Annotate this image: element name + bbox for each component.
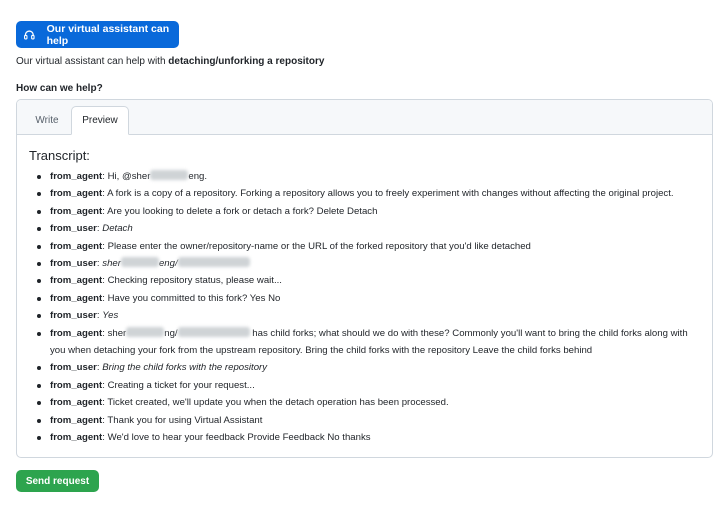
message-text: Please enter the owner/repository-name or the URL of the forked repository that you'd like detached (107, 240, 531, 252)
speaker-label: from_user (50, 223, 97, 235)
message-text: Have you committed to this fork? Yes No (107, 292, 281, 304)
help-prefix: Our virtual assistant can help with (16, 56, 169, 67)
speaker-label: from_agent (50, 205, 103, 217)
message-text: Detach (102, 223, 133, 235)
list-item: from_agent: sher ng/ has child forks; what should we do with these? Commonly you'll want to bring the child forks along with you when detaching your fork from the upstream repository. Bring the child forks with the repository Leave the child forks behind (32, 325, 702, 360)
redacted-text (178, 257, 250, 267)
editor-tab-bar (17, 100, 712, 135)
message-text: Checking repository status, please wait... (107, 275, 282, 287)
speaker-label: from_agent (50, 188, 103, 200)
message-text: sher (102, 258, 121, 270)
message-rest: has child forks; what should we do with these? Commonly you'll want to bring the child forks along with you when detaching your fork from the upstream repository. Bring the child forks with the repository Leave the child forks behind (50, 327, 688, 357)
list-item: from_agent: Ticket created, we'll update you when the detach operation has been processed. (32, 394, 702, 411)
list-item: from_agent: Please enter the owner/repository-name or the URL of the forked repository that you'd like detached (32, 238, 702, 255)
message-suffix: ng/ (164, 327, 178, 339)
list-item: from_agent: Have you committed to this fork? Yes No (32, 290, 702, 307)
virtual-assistant-button[interactable] (16, 21, 179, 48)
send-request-button[interactable]: Send request (16, 470, 99, 492)
message-suffix: eng. (188, 171, 208, 182)
speaker-label: from_agent (50, 414, 103, 426)
redacted-text (150, 170, 188, 180)
message-text: We'd love to hear your feedback Provide Feedback No thanks (107, 432, 371, 444)
message-text: Thank you for using Virtual Assistant (107, 414, 263, 426)
speaker-label: from_agent (50, 275, 103, 287)
list-item: from_agent: Thank you for using Virtual Assistant (32, 412, 702, 429)
speaker-label: from_agent (50, 240, 103, 252)
tab-preview[interactable]: Preview (71, 106, 129, 135)
list-item: from_user: sher eng/ (32, 255, 702, 272)
speaker-label: from_agent (50, 171, 103, 182)
list-item: from_agent: We'd love to hear your feedback Provide Feedback No thanks (32, 429, 702, 446)
help-question-label: How can we help? (16, 83, 103, 94)
transcript-list (32, 168, 702, 447)
speaker-label: from_agent (50, 379, 103, 391)
assistant-help-text (16, 56, 324, 67)
tab-write[interactable]: Write (35, 114, 59, 126)
speaker-label: from_agent (50, 432, 103, 444)
message-text: Creating a ticket for your request... (107, 379, 255, 391)
transcript-title: Transcript: (29, 148, 90, 163)
redacted-text (126, 327, 164, 337)
speaker-label: from_agent (50, 292, 103, 304)
redacted-text (178, 327, 250, 337)
headset-icon (23, 28, 36, 42)
list-item: from_agent: Checking repository status, please wait... (32, 272, 702, 289)
message-suffix: eng/ (158, 258, 178, 270)
message-text: Ticket created, we'll update you when the detach operation has been processed. (107, 397, 449, 409)
speaker-label: from_agent (50, 327, 103, 339)
list-item: from_agent: Hi, @sher eng. (32, 168, 702, 185)
list-item: from_user: Yes (32, 307, 702, 324)
speaker-label: from_agent (50, 397, 103, 409)
list-item: from_agent: Creating a ticket for your request... (32, 377, 702, 394)
message-text: A fork is a copy of a repository. Forking a repository allows you to freely experiment with changes without affecting the original project. (107, 188, 674, 200)
help-topic: detaching/unforking a repository (168, 56, 325, 67)
message-editor-panel (16, 99, 713, 458)
redacted-text (121, 257, 159, 267)
message-text: sher (107, 327, 127, 339)
list-item: from_agent: A fork is a copy of a repository. Forking a repository allows you to freely experiment with changes without affecting the original project. (32, 185, 702, 202)
list-item: from_user: Detach (32, 220, 702, 237)
message-text: Bring the child forks with the repository (102, 362, 268, 374)
list-item: from_agent: Are you looking to delete a fork or detach a fork? Delete Detach (32, 203, 702, 220)
list-item: from_user: Bring the child forks with the repository (32, 359, 702, 376)
message-text: Yes (102, 310, 119, 322)
speaker-label: from_user (50, 362, 97, 374)
message-text: Are you looking to delete a fork or detach a fork? Delete Detach (107, 205, 378, 217)
speaker-label: from_user (50, 310, 97, 322)
virtual-assistant-button-label: Our virtual assistant can help (46, 22, 170, 47)
speaker-label: from_user (50, 258, 97, 270)
message-text: Hi, @sher (107, 171, 151, 182)
